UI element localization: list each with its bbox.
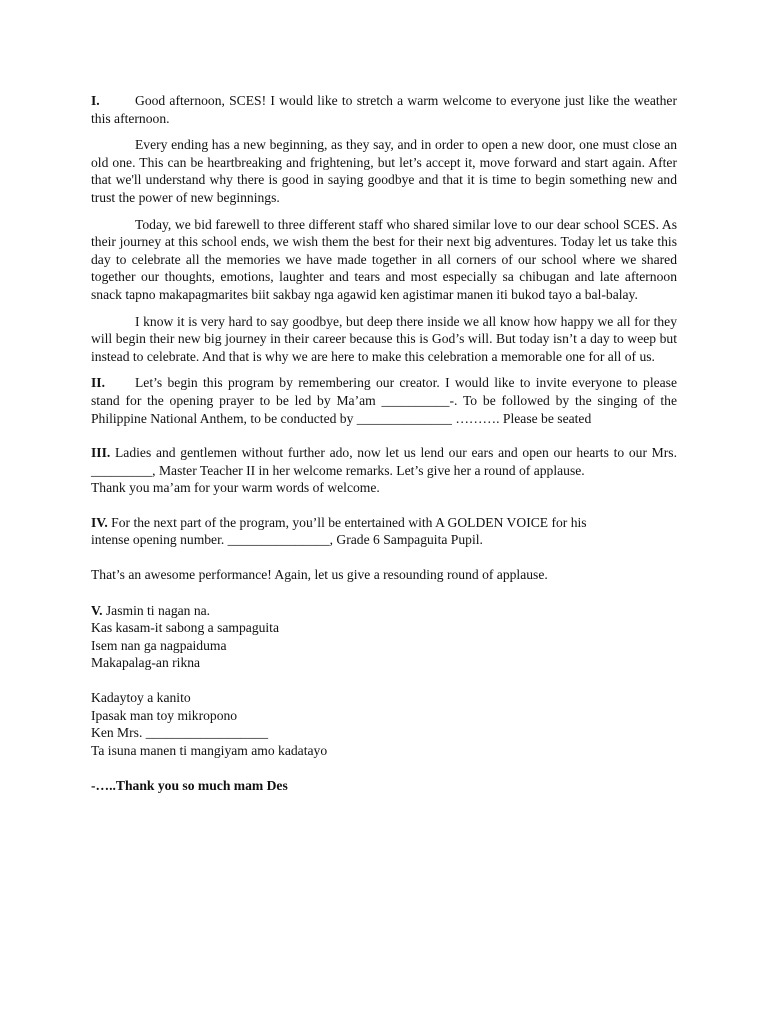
section-1-opening <box>91 92 677 127</box>
section-5-number: V. <box>91 602 103 618</box>
section-1-paragraph-4: I know it is very hard to say goodbye, but deep there inside we all know how happy we all for they will begin their new big journey in their career because this is God’s will. But today isn’t a day to weep but instead to celebrate. And that is why we are here to make this celebration a memorable one for all of us. <box>91 313 677 364</box>
verse-line: Makapalag-an rikna <box>91 655 201 671</box>
section-3 <box>91 444 677 479</box>
verse-line: Ipasak man toy mikropono <box>91 707 238 723</box>
verse-line: Ken Mrs. __________________ <box>91 725 269 741</box>
section-1-paragraph-3: Today, we bid farewell to three different staff who shared similar love to our dear school SCES. As their journey at this school ends, we wish them the best for their next big adventures. Today let us take this day to celebrate all the memories we have made together in all corners of our school where we shared together our thoughts, emotions, laughter and tears and most especially sa chibugan and late afternoon snack tapno makapagmarites biit sakbay nga agawid ken agistimar manen iti bukod tayo a bal-balay. <box>91 216 677 302</box>
document-page <box>91 92 677 795</box>
section-1-opening-text: Good afternoon, SCES! I would like to stretch a warm welcome to everyone just like the weather this afternoon. <box>91 93 677 126</box>
section-2-number: II. <box>91 375 105 391</box>
section-4-number: IV. <box>91 514 108 530</box>
verse-line: Kadaytoy a kanito <box>91 690 191 706</box>
section-2 <box>91 374 677 427</box>
section-4 <box>91 514 677 549</box>
section-5-verse-2 <box>91 689 677 759</box>
section-1-number: I. <box>91 93 100 108</box>
section-3-number: III. <box>91 445 111 461</box>
section-3-text: Ladies and gentlemen without further ado, now let us lend our ears and open our hearts to our Mrs. _________, Master Teacher II in her welcome remarks. Let’s give her a round of applause. <box>91 445 677 478</box>
verse-line: Kas kasam-it sabong a sampaguita <box>91 620 279 636</box>
section-5-verse-1 <box>91 602 677 672</box>
section-3-thanks: Thank you ma’am for your warm words of welcome. <box>91 480 380 496</box>
section-4-after: That’s an awesome performance! Again, let us give a resounding round of applause. <box>91 567 548 583</box>
section-1-paragraph-2: Every ending has a new beginning, as they say, and in order to open a new door, one must close an old one. This can be heartbreaking and frightening, but let’s accept it, move forward and start again. After that we'll understand why there is good in saying goodbye and that it is time to begin something new and trust the power of new beginnings. <box>91 137 677 205</box>
verse-line: Ta isuna manen ti mangiyam amo kadatayo <box>91 742 328 758</box>
verse-line: Jasmin ti nagan na. <box>105 602 211 618</box>
section-4-line-2: intense opening number. _______________, Grade 6 Sampaguita Pupil. <box>91 532 483 548</box>
verse-line: Isem nan ga nagpaiduma <box>91 637 227 653</box>
section-4-line-1: For the next part of the program, you’ll be entertained with A GOLDEN VOICE for his <box>111 514 587 530</box>
closing-line: -…..Thank you so much mam Des <box>91 778 288 794</box>
section-2-text: Let’s begin this program by remembering our creator. I would like to invite everyone to please stand for the opening prayer to be led by Ma’am __________-. To be followed by the singing of the Philippine National Anthem, to be conducted by ______________ ………. Please be seated <box>91 375 677 426</box>
